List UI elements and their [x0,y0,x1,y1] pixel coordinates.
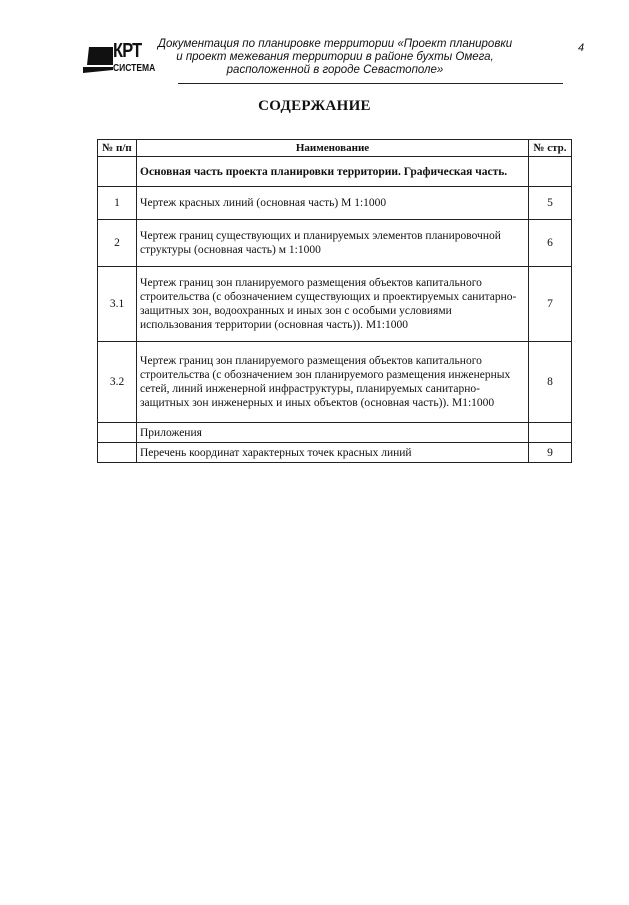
row-num [98,443,137,463]
row-name: Основная часть проекта планировки территории. Графическая часть. [137,157,529,187]
row-name: Перечень координат характерных точек красных линий [137,443,529,463]
header-line-3: расположенной в городе Севастополе» [226,64,444,76]
table-header-row [98,140,572,157]
logo-mark-icon [83,47,113,73]
row-num: 1 [98,187,137,220]
row-page [529,157,572,187]
row-page: 8 [529,342,572,423]
row-num: 3.1 [98,267,137,342]
table-row [98,342,572,423]
document-header [150,38,520,77]
table-row [98,157,572,187]
row-name: Чертеж красных линий (основная часть) М 1:1000 [137,187,529,220]
row-name: Чертеж границ зон планируемого размещения объектов капитального строительства (с обозначением существующих и проектируемых санитарно-защитных зон, водоохранных и иных зон с особыми условиями использования территории (основная часть)). М1:1000 [137,267,529,342]
row-page [529,423,572,443]
row-num: 3.2 [98,342,137,423]
table-row [98,187,572,220]
table-row [98,267,572,342]
row-num: 2 [98,220,137,267]
logo-text-krt: КРТ [113,40,142,62]
header-line-1: Документация по планировке территории «Проект планировки [157,38,513,50]
page-number: 4 [578,42,585,54]
row-page: 7 [529,267,572,342]
row-num [98,157,137,187]
row-name: Чертеж границ существующих и планируемых элементов планировочной структуры (основная часть) м 1:1000 [137,220,529,267]
header-num: № п/п [98,140,137,157]
row-name: Чертеж границ зон планируемого размещения объектов капитального строительства (с обозначением зон планируемого размещения инженерных сетей, линий инженерной инфраструктуры, планируемых санитарно-защитных зон инженерных и иных объектов (основная часть)). М1:1000 [137,342,529,423]
row-num [98,423,137,443]
table-row [98,220,572,267]
table-row [98,423,572,443]
row-page: 5 [529,187,572,220]
contents-table [97,139,572,463]
header-page: № стр. [529,140,572,157]
header-name: Наименование [137,140,529,157]
table-row [98,443,572,463]
row-name: Приложения [137,423,529,443]
row-page: 6 [529,220,572,267]
logo-text-system: СИСТЕМА [113,63,156,74]
page-title: СОДЕРЖАНИЕ [258,98,371,114]
row-page: 9 [529,443,572,463]
header-divider [178,83,563,84]
header-line-2: и проект межевания территории в районе бухты Омега, [176,51,494,63]
